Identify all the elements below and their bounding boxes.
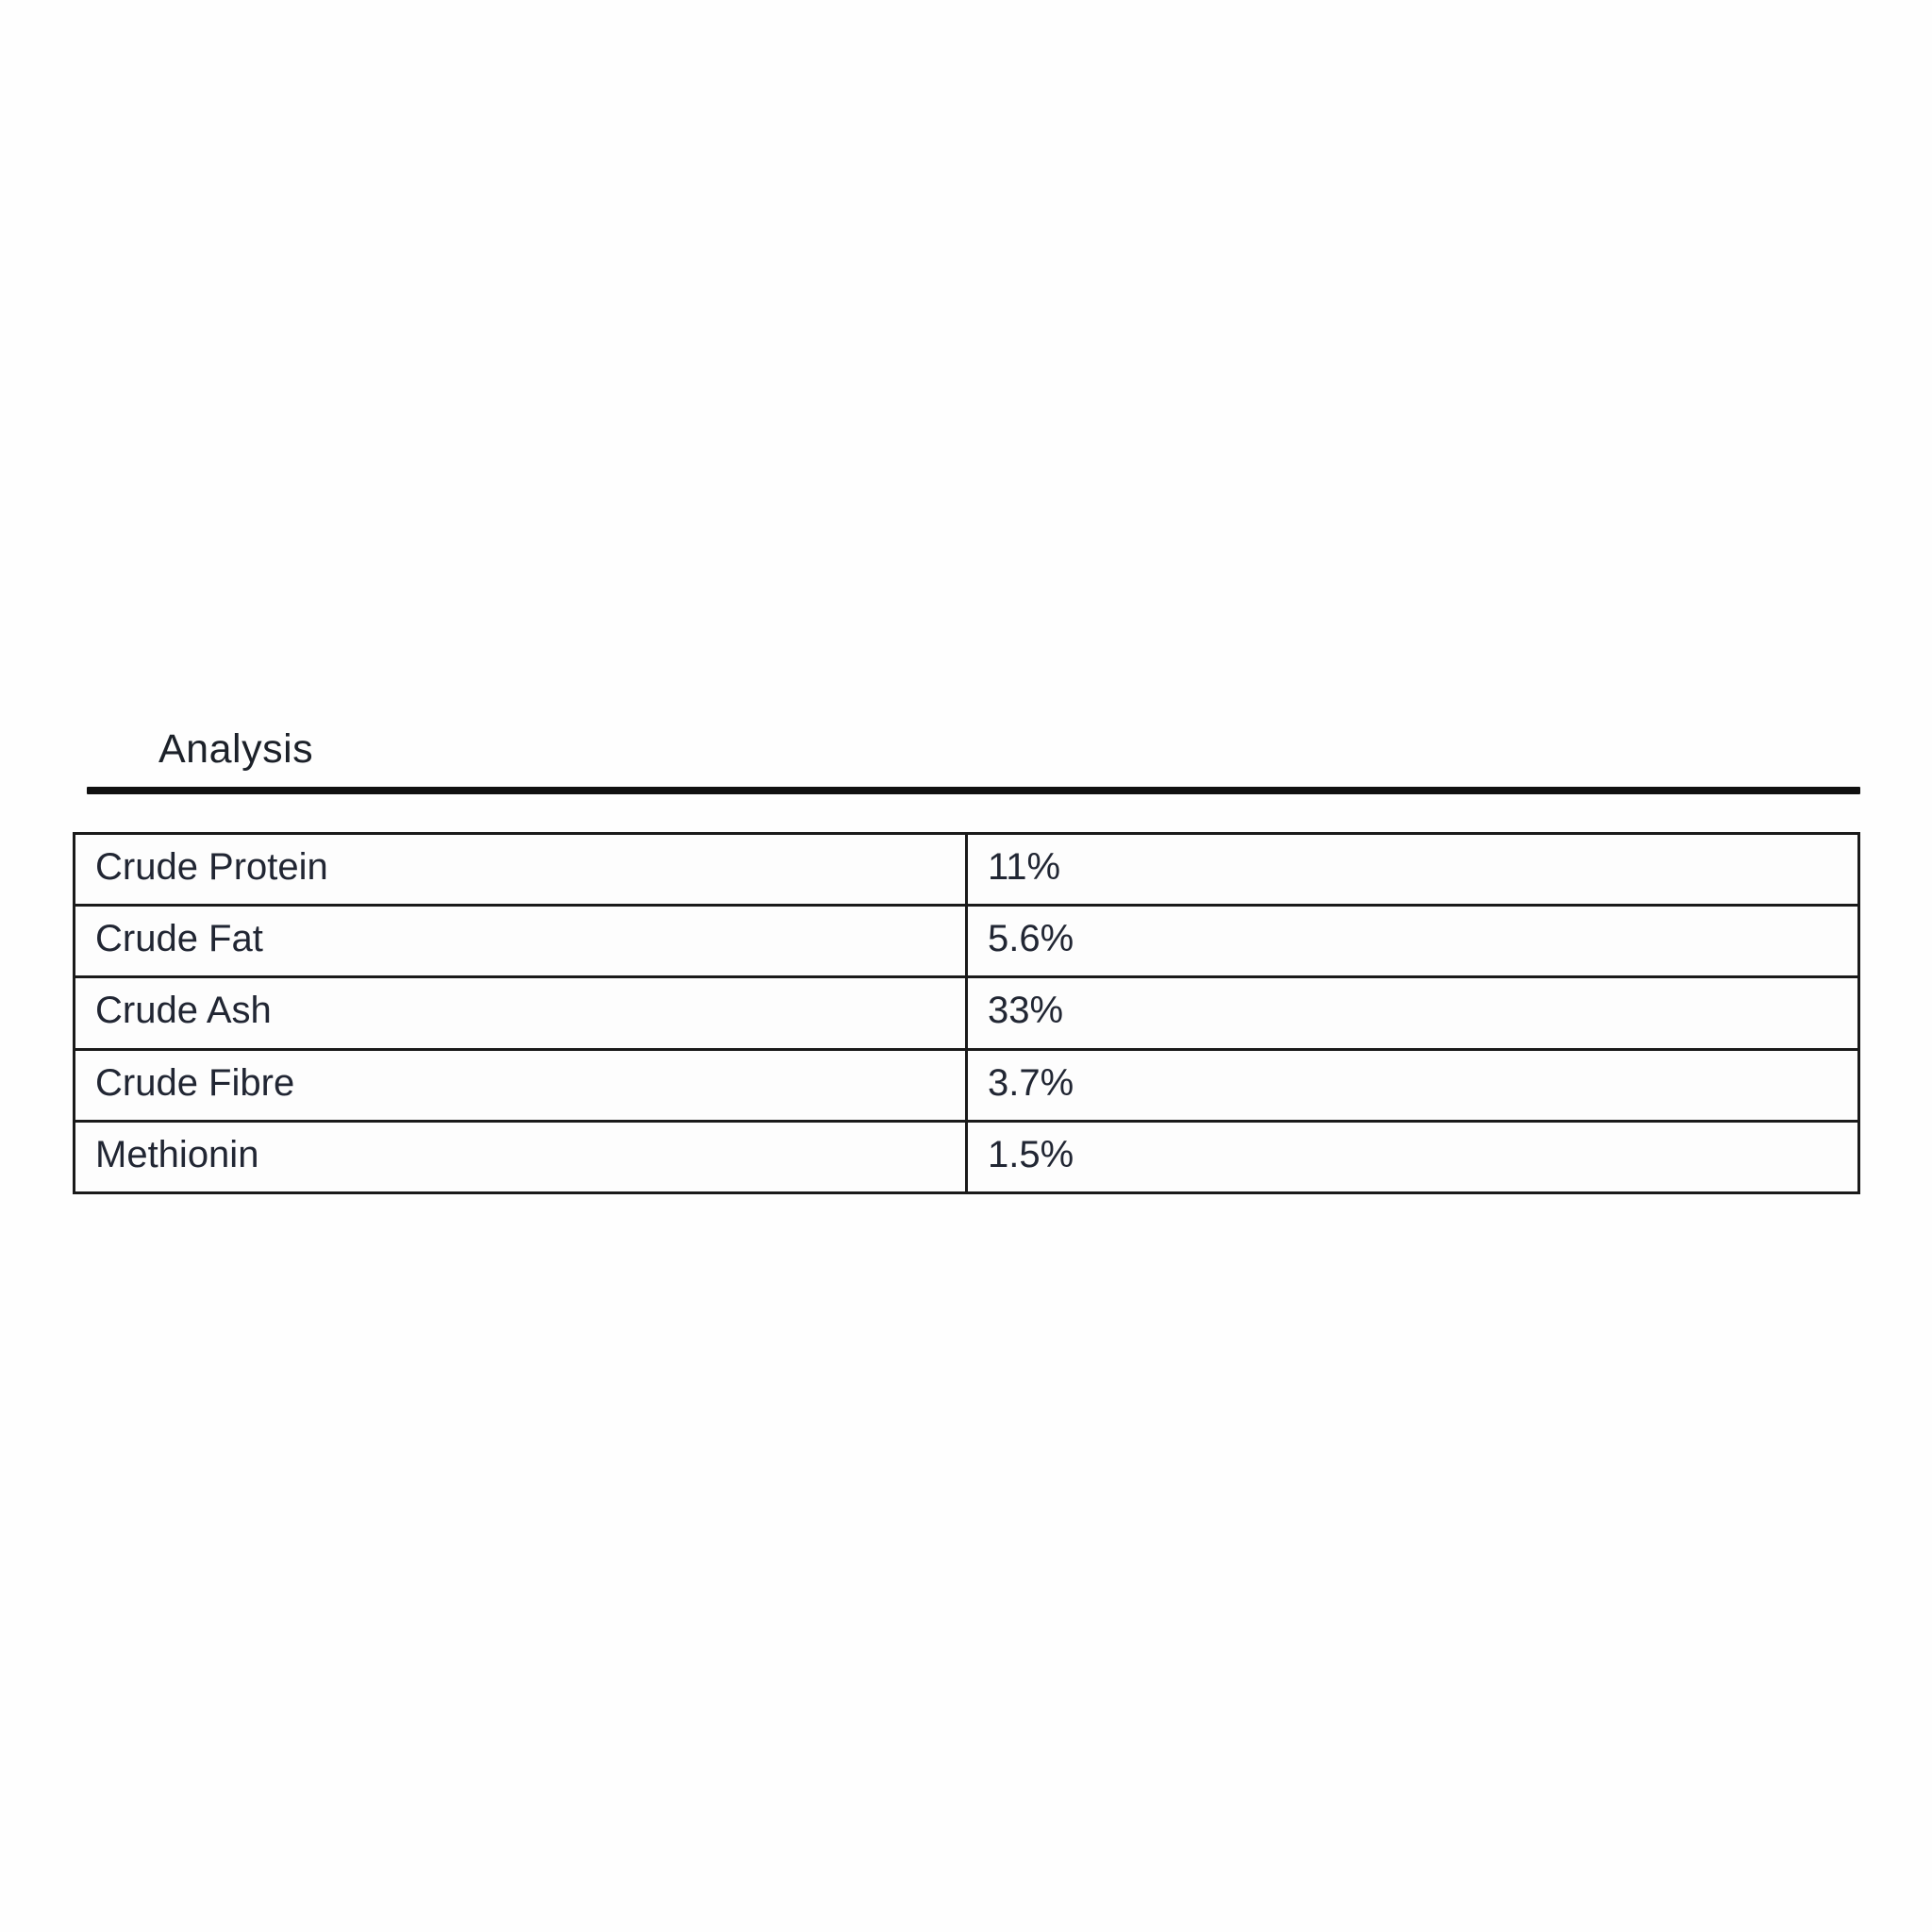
row-label: Methionin <box>75 1121 967 1192</box>
row-value: 11% <box>967 834 1859 906</box>
row-label: Crude Protein <box>75 834 967 906</box>
row-value: 5.6% <box>967 906 1859 977</box>
table-row <box>75 1121 1859 1192</box>
heading-rule <box>87 787 1860 794</box>
row-label: Crude Fat <box>75 906 967 977</box>
row-value: 1.5% <box>967 1121 1859 1192</box>
section-title: Analysis <box>158 726 314 772</box>
table-row <box>75 977 1859 1049</box>
row-value: 3.7% <box>967 1049 1859 1121</box>
table-row <box>75 1049 1859 1121</box>
table-row <box>75 906 1859 977</box>
row-value: 33% <box>967 977 1859 1049</box>
table-row <box>75 834 1859 906</box>
analysis-table <box>73 832 1860 1194</box>
row-label: Crude Ash <box>75 977 967 1049</box>
row-label: Crude Fibre <box>75 1049 967 1121</box>
